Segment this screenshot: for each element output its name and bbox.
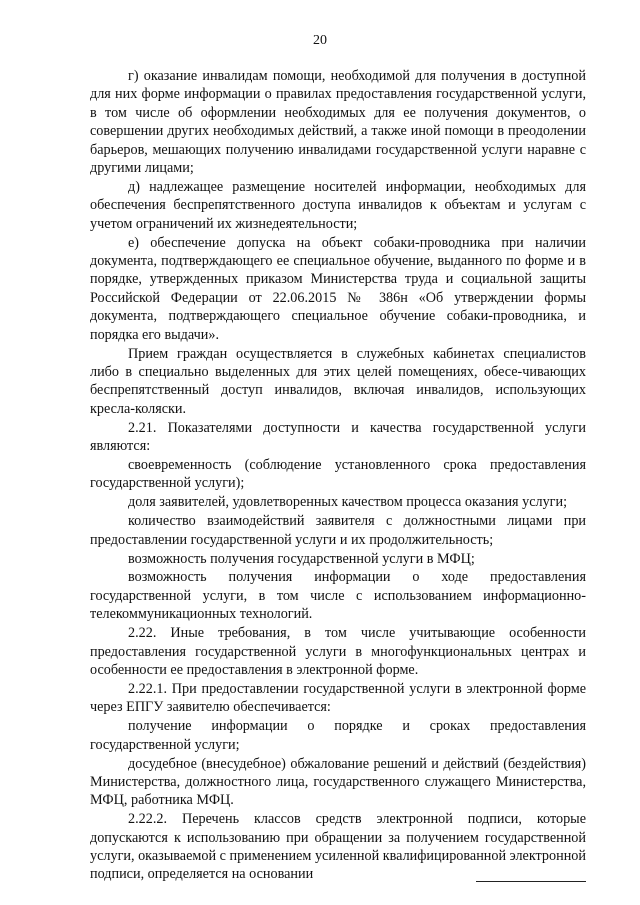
paragraph-satisfaction-share: доля заявителей, удовлетворенных качеством процесса оказания услуги; [128,494,568,511]
paragraph-e-guide-dog: е) обеспечение допуска на объект собаки-проводника при наличии документа, подтверждающего ее специальное обучение, выданного по форме и в порядке, утвержденных приказом Министерства труда и социальной защиты Российской Федерации от 22.06.2015 № 386н «Об утверждении формы документа, подтверждающего специальное обучение собаки-проводника, и порядка его выдачи». [90,234,586,343]
paragraph-mfc-availability: возможность получения государственной услуги в МФЦ; [128,550,475,567]
paragraph-2-22: 2.22. Иные требования, в том числе учитывающие особенности предоставления государственной услуги в многофункциональных центрах и особенности ее предоставления в электронной форме. [90,625,586,678]
paragraph-reception: Прием граждан осуществляется в служебных кабинетах специалистов либо в специально выделенных для этих целей помещениях, обесе-чивающих беспрепятственный доступ инвалидов, включая инвалидов, использующих кресла-коляски. [90,345,586,417]
paragraph-information-progress: возможность получения информации о ходе предоставления государственной услуги, в том числе с использованием информационно-телекоммуникационных технологий. [90,569,586,623]
paragraph-pretrial-appeal: досудебное (внесудебное) обжалование решений и действий (бездействия) Министерства, должностного лица, государственного служащего Министерства, МФЦ, работника МФЦ. [90,755,586,809]
page-number: 20 [313,33,327,48]
paragraph-2-22-1: 2.22.1. При предоставлении государственной услуги в электронной форме через ЕПГУ заявителю обеспечивается: [90,680,586,716]
document-body [90,67,586,884]
paragraph-2-22-2: 2.22.2. Перечень классов средств электронной подписи, которые допускаются к использованию при обращении за получением государственной услуги, оказываемой с применением усиленной квалифицированной электронной подписи, определяется на основании [90,811,586,883]
paragraph-2-21: 2.21. Показателями доступности и качества государственной услуги являются: [90,419,586,455]
footer-rule [476,881,586,882]
paragraph-interactions-count: количество взаимодействий заявителя с должностными лицами при предоставлении государственной услуги и их продолжительность; [90,513,586,548]
paragraph-g-assistance: г) оказание инвалидам помощи, необходимой для получения в доступной для них форме информации о правилах предоставления государственной услуги, в том числе об оформлении необходимых для ее получения документов, о совершении других необходимых действий, а также иной помощи в преодолении барьеров, мешающих получению инвалидами государственной услуги наравне с другими лицами; [90,68,586,177]
paragraph-d-information-carriers: д) надлежащее размещение носителей информации, необходимых для обеспечения беспрепятственного доступа инвалидов к объектам и услугам с учетом ограничений их жизнедеятельности; [90,178,586,232]
paragraph-timeliness: своевременность (соблюдение установленного срока предоставления государственной услуги); [90,457,586,492]
paragraph-receiving-information: получение информации о порядке и сроках предоставления государственной услуги; [90,718,586,753]
